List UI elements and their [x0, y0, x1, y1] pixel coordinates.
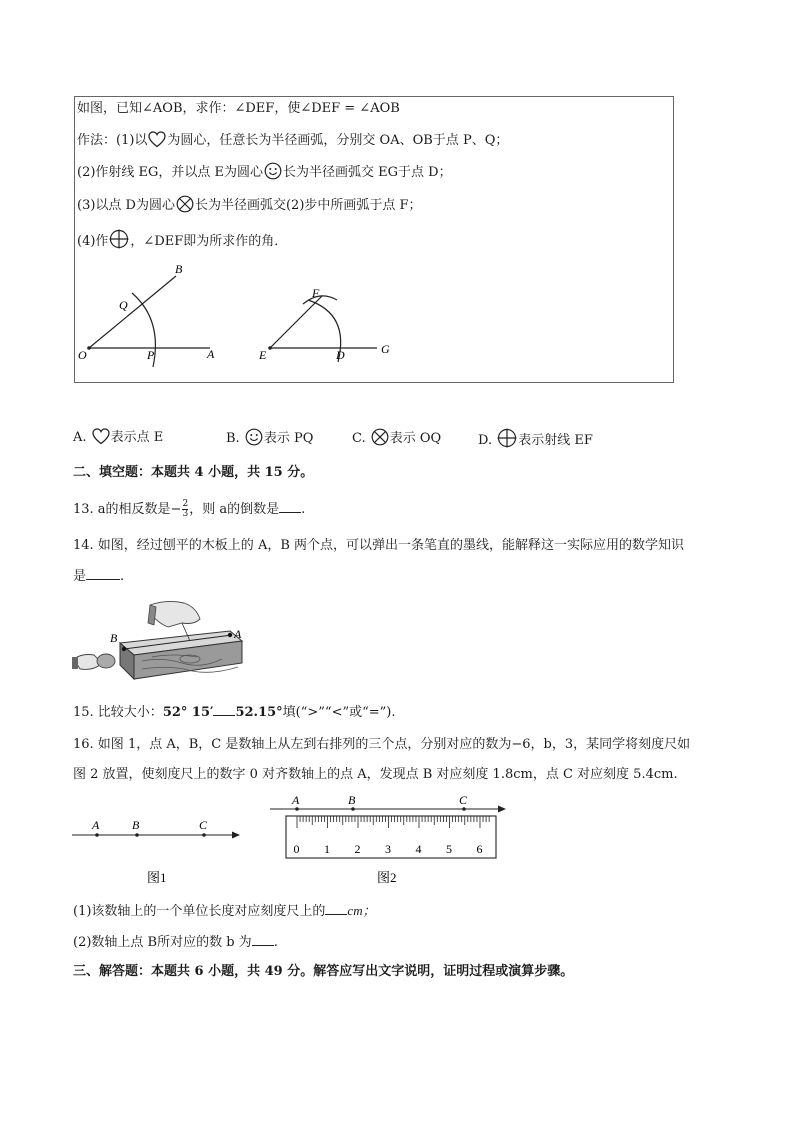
q15-answer-blank[interactable]: [213, 703, 235, 716]
q16-line-1: 16. 如图 1，点 A，B，C 是数轴上从左到右排列的三个点，分别对应的数为−6，b，3，某同学将刻度尺如: [73, 737, 691, 752]
fig1-caption: 图1: [147, 870, 167, 885]
fig2-caption: 图2: [377, 870, 397, 885]
q14-line-1: 14. 如图，经过刨平的木板上的 A，B 两个点，可以弹出一条笔直的墨线，能解释这一实际应用的数学知识: [73, 538, 685, 553]
question-13: [73, 500, 305, 519]
q16-sub-2-start: (2)数轴上点 B所对应的数 b 为: [73, 935, 252, 950]
label-f: F: [312, 286, 320, 300]
q14-text-start: 是: [73, 569, 87, 584]
box-line-2: [77, 131, 508, 150]
point-a: [228, 633, 232, 637]
ruler-number: 0: [293, 842, 300, 856]
option-d[interactable]: [478, 428, 593, 450]
label-g: G: [381, 342, 390, 356]
label-a: A: [234, 627, 242, 641]
option-c-letter: C.: [352, 431, 366, 446]
fig2-arrow: [498, 806, 506, 813]
point-o: [87, 346, 91, 350]
circled-plus-icon: [497, 428, 517, 448]
fig2-label-b: B: [348, 793, 356, 807]
q16-sub-2: [73, 933, 278, 952]
q16-sub-1: [73, 902, 376, 921]
q13-text-mid: ，则 a的倒数是: [189, 502, 280, 517]
q13-answer-blank[interactable]: [279, 500, 301, 513]
q16-sub-1-start: (1)该数轴上的一个单位长度对应刻度尺上的: [73, 904, 326, 919]
fig2-point-c: [462, 807, 466, 811]
q14-line-2: [73, 567, 124, 586]
q13-fraction: [182, 500, 188, 519]
upper-hand: [150, 601, 200, 627]
plank-illustration: [72, 597, 252, 689]
label-o: O: [78, 348, 87, 362]
q16-sub-2-blank[interactable]: [252, 933, 274, 946]
box-line-3-end: 长为半径画弧交 EG于点 D；: [283, 165, 452, 180]
smiley-icon: [264, 162, 282, 180]
point-b: [122, 647, 126, 651]
label-p: P: [147, 348, 155, 362]
smiley-icon: [245, 428, 263, 446]
box-line-1: 如图，已知∠AOB，求作：∠DEF，使∠DEF = ∠AOB: [77, 101, 400, 116]
q16-sub-2-end: .: [273, 935, 278, 950]
label-b: B: [175, 262, 183, 276]
fig2-label-a: A: [292, 793, 300, 807]
section-2-heading: 二、填空题：本题共 4 小题，共 15 分。: [73, 465, 314, 480]
q16-line-2: 图 2 放置，使刻度尺上的数字 0 对齐数轴上的点 A，发现点 B 对应刻度 1.8cm，点 C 对应刻度 5.4cm.: [73, 767, 678, 782]
option-b-letter: B.: [226, 431, 240, 446]
fig1-label-a: A: [92, 818, 100, 832]
fig1-point-b: [135, 833, 139, 837]
figure-1-number-line: [70, 815, 245, 893]
circled-cross-icon: [371, 428, 389, 446]
ruler-number: 6: [476, 842, 483, 856]
ruler-number: 2: [354, 842, 361, 856]
option-a[interactable]: [73, 428, 163, 447]
heart-icon: [148, 131, 166, 148]
option-a-letter: A.: [73, 430, 87, 445]
option-b[interactable]: [226, 428, 313, 448]
q15-value-2: 52.15°: [235, 705, 283, 720]
ruler-number: 1: [324, 842, 330, 856]
q15-value-1: 52° 15′: [162, 705, 214, 720]
q13-text-end: .: [301, 502, 306, 517]
option-c[interactable]: [352, 428, 441, 448]
option-b-text: 表示 PQ: [263, 431, 314, 446]
figure-2-ruler: [268, 792, 513, 892]
label-d: D: [336, 348, 345, 362]
option-d-text: 表示射线 EF: [518, 433, 593, 448]
heart-icon: [92, 428, 110, 445]
box-line-5-start: (4)作: [77, 234, 109, 249]
q13-numerator: 2: [182, 499, 189, 509]
box-line-4: [77, 195, 422, 215]
label-e: E: [259, 348, 267, 362]
ink-box: [97, 654, 115, 668]
q16-sub-1-end: cm；: [347, 903, 376, 918]
fig1-label-c: C: [199, 818, 208, 832]
box-line-4-start: (3)以点 D为圆心: [77, 198, 175, 213]
box-line-3-start: (2)作射线 EG，并以点 E为圆心: [77, 165, 264, 180]
fig2-label-c: C: [459, 793, 468, 807]
q16-sub-1-blank[interactable]: [325, 902, 347, 915]
option-a-text: 表示点 E: [110, 430, 164, 445]
q13-denominator: 3: [182, 509, 189, 519]
ray-ob: [89, 276, 176, 348]
ruler-number: 5: [446, 842, 452, 856]
box-line-3: [77, 162, 452, 182]
q13-text-start: 13. a的相反数是−: [73, 502, 182, 517]
fig2-point-b: [351, 807, 355, 811]
circled-cross-icon: [176, 195, 194, 213]
section-3-heading: 三、解答题：本题共 6 小题，共 49 分。解答应写出文字说明，证明过程或演算步骤。: [73, 964, 574, 979]
arc-d: [303, 296, 337, 304]
ruler-number: 4: [415, 842, 422, 856]
q15-text-start: 15. 比较大小：: [73, 705, 163, 720]
option-d-letter: D.: [478, 433, 493, 448]
label-b: B: [110, 631, 118, 645]
box-line-5-end: ，∠DEF即为所求作的角．: [130, 234, 288, 249]
label-a: A: [207, 347, 215, 361]
q15-text-end: 填(“>”“<”或“=”).: [282, 705, 396, 720]
box-line-2-start: 作法：(1)以: [77, 133, 148, 148]
q14-text-end: .: [120, 569, 125, 584]
fig1-label-b: B: [132, 818, 140, 832]
circled-plus-icon: [109, 229, 129, 249]
fig1-point-c: [202, 833, 206, 837]
question-15: [73, 703, 396, 722]
option-c-text: 表示 OQ: [389, 431, 442, 446]
number-line-arrow: [232, 832, 240, 839]
ray-ef: [270, 296, 322, 348]
box-line-2-end: 为圆心，任意长为半径画弧，分别交 OA、OB于点 P、Q；: [167, 133, 509, 148]
label-q: Q: [119, 298, 128, 312]
point-e: [268, 346, 272, 350]
q14-answer-blank[interactable]: [86, 567, 120, 580]
fig2-point-a: [295, 807, 299, 811]
construction-figure: [75, 258, 415, 378]
box-line-4-end: 长为半径画弧交(2)步中所画弧于点 F；: [194, 198, 422, 213]
ruler-number: 3: [385, 842, 391, 856]
box-line-5: [77, 229, 287, 251]
fig1-point-a: [95, 833, 99, 837]
